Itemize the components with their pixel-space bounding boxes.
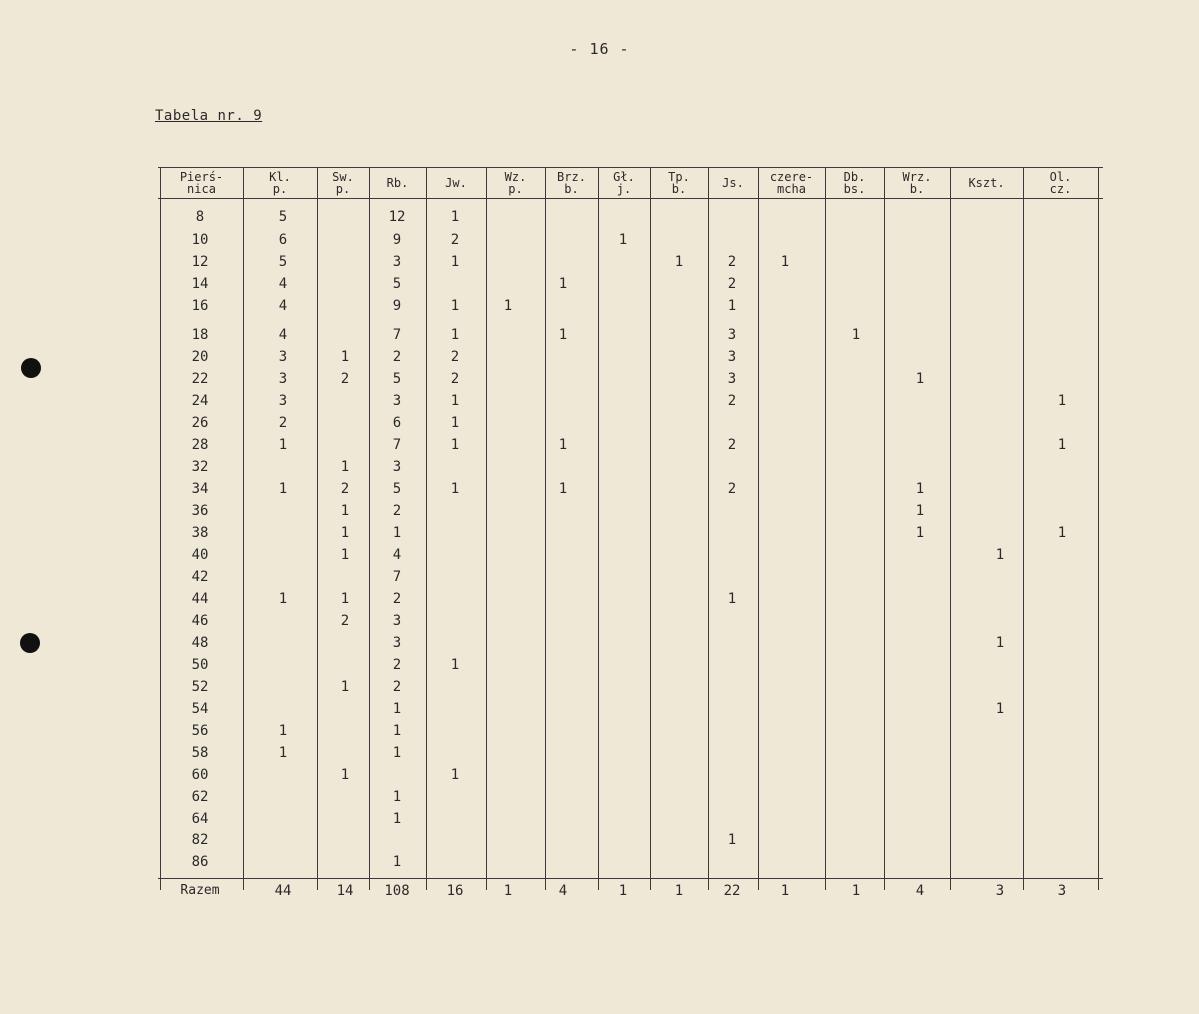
table-cell: 1 <box>851 327 861 343</box>
table-cell: 1 <box>558 437 568 453</box>
row-label: 24 <box>191 393 209 409</box>
table-cell: 2 <box>727 254 737 270</box>
row-label: 42 <box>191 569 209 585</box>
table-cell: 1 <box>392 811 402 827</box>
table-cell: 1 <box>727 591 737 607</box>
table-cell: 4 <box>278 327 288 343</box>
table-cell: 1 <box>392 701 402 717</box>
table-cell: 1 <box>503 298 513 314</box>
punch-hole-bottom <box>20 633 40 653</box>
column-rule <box>650 167 651 890</box>
table-cell: 1 <box>558 276 568 292</box>
table-cell: 3 <box>278 371 288 387</box>
table-cell: 2 <box>450 371 460 387</box>
totals-cell: 1 <box>780 883 790 899</box>
table-cell: 3 <box>727 327 737 343</box>
column-header-line1: Gł. <box>613 170 635 184</box>
table-cell: 2 <box>278 415 288 431</box>
table-cell: 1 <box>340 503 350 519</box>
totals-cell: 16 <box>446 883 464 899</box>
table-cell: 1 <box>450 657 460 673</box>
table-cell: 1 <box>727 298 737 314</box>
table-cell: 9 <box>392 232 402 248</box>
table-cell: 1 <box>340 525 350 541</box>
column-header-line2: cz. <box>1049 182 1072 196</box>
column-header-line2: nica <box>187 182 216 196</box>
column-header <box>826 171 883 195</box>
column-header-line1: Tp. <box>668 170 690 184</box>
totals-cell: 1 <box>618 883 628 899</box>
totals-cell: 14 <box>336 883 354 899</box>
table-cell: 1 <box>392 723 402 739</box>
table-cell: 2 <box>727 393 737 409</box>
column-header-line2: p. <box>335 182 351 196</box>
row-label: 34 <box>191 481 209 497</box>
column-rule <box>160 167 161 890</box>
column-rule <box>486 167 487 890</box>
row-label: 16 <box>191 298 209 314</box>
column-header <box>951 177 1022 189</box>
table-cell: 1 <box>1057 525 1067 541</box>
column-header <box>709 177 757 189</box>
table-title: Tabela nr. 9 <box>155 108 263 124</box>
totals-label: Razem <box>180 883 220 898</box>
table-cell: 1 <box>278 723 288 739</box>
row-label: 52 <box>191 679 209 695</box>
table-cell: 2 <box>727 276 737 292</box>
column-rule <box>1098 167 1099 890</box>
column-header-line2: b. <box>564 182 579 196</box>
table-cell: 1 <box>1057 393 1067 409</box>
totals-cell: 1 <box>503 883 513 899</box>
table-cell: 1 <box>450 767 460 783</box>
row-label: 18 <box>191 327 209 343</box>
table-cell: 2 <box>340 613 350 629</box>
table-cell: 1 <box>727 832 737 848</box>
row-label: 12 <box>191 254 209 270</box>
table-cell: 1 <box>450 209 460 225</box>
table-cell: 1 <box>450 327 460 343</box>
table-cell: 1 <box>278 745 288 761</box>
table-cell: 1 <box>618 232 628 248</box>
row-label: 26 <box>191 415 209 431</box>
table-cell: 5 <box>392 371 402 387</box>
column-header-line2: b. <box>909 182 925 196</box>
row-label: 32 <box>191 459 209 475</box>
table-cell: 2 <box>392 591 402 607</box>
table-cell: 9 <box>392 298 402 314</box>
punch-hole-top <box>21 358 41 378</box>
column-header-line1: Sw. <box>332 170 354 184</box>
table-cell: 5 <box>278 254 288 270</box>
column-rule <box>598 167 599 890</box>
totals-cell: 3 <box>995 883 1005 899</box>
table-cell: 1 <box>558 481 568 497</box>
column-header <box>370 177 425 189</box>
column-header-line1: Js. <box>722 176 744 190</box>
table-cell: 3 <box>727 371 737 387</box>
totals-cell: 108 <box>384 883 410 899</box>
column-header <box>244 171 316 195</box>
column-header-line2: j. <box>616 182 632 196</box>
table-cell: 1 <box>340 591 350 607</box>
row-label: 56 <box>191 723 209 739</box>
column-header-line1: Kl. <box>269 170 291 184</box>
row-label: 58 <box>191 745 209 761</box>
table-cell: 7 <box>392 437 402 453</box>
row-label: 8 <box>195 209 205 225</box>
table-cell: 1 <box>340 349 350 365</box>
table-cell: 5 <box>392 276 402 292</box>
column-header-line2: bs. <box>843 182 866 196</box>
table-cell: 1 <box>340 547 350 563</box>
column-header-line2: p. <box>508 182 523 196</box>
row-label: 44 <box>191 591 209 607</box>
row-label: 40 <box>191 547 209 563</box>
table-cell: 1 <box>392 854 402 870</box>
column-header <box>318 171 368 195</box>
column-rule <box>950 167 951 890</box>
table-cell: 3 <box>278 393 288 409</box>
row-label: 36 <box>191 503 209 519</box>
totals-cell: 4 <box>915 883 925 899</box>
row-label: 60 <box>191 767 209 783</box>
column-header-line1: Brz. <box>557 170 586 184</box>
column-rule <box>884 167 885 890</box>
table-top-rule <box>158 167 1103 168</box>
table-cell: 1 <box>450 254 460 270</box>
table-cell: 1 <box>278 591 288 607</box>
table-cell: 3 <box>392 613 402 629</box>
table-cell: 3 <box>392 635 402 651</box>
table-cell: 7 <box>392 327 402 343</box>
table-cell: 1 <box>915 371 925 387</box>
column-header-line1: Jw. <box>445 176 467 190</box>
column-header <box>546 171 597 195</box>
table-cell: 7 <box>392 569 402 585</box>
column-header-line1: Wz. <box>504 170 527 184</box>
table-cell: 1 <box>995 547 1005 563</box>
table-cell: 1 <box>340 679 350 695</box>
row-label: 54 <box>191 701 209 717</box>
table-cell: 3 <box>392 254 402 270</box>
table-cell: 1 <box>995 635 1005 651</box>
column-header <box>599 171 649 195</box>
table-cell: 1 <box>450 481 460 497</box>
table-cell: 1 <box>392 745 402 761</box>
table-cell: 2 <box>727 481 737 497</box>
table-cell: 1 <box>995 701 1005 717</box>
column-header-line2: mcha <box>777 182 806 196</box>
table-cell: 5 <box>392 481 402 497</box>
totals-cell: 4 <box>558 883 568 899</box>
table-cell: 3 <box>278 349 288 365</box>
header-bottom-rule <box>158 198 1103 199</box>
column-rule <box>825 167 826 890</box>
column-rule <box>243 167 244 890</box>
row-label: 10 <box>191 232 209 248</box>
column-header-line1: Wrz. <box>902 170 932 184</box>
totals-cell: 1 <box>851 883 861 899</box>
column-header-line1: Ol. <box>1049 170 1072 184</box>
row-label: 64 <box>191 811 209 827</box>
table-cell: 2 <box>392 503 402 519</box>
table-cell: 2 <box>450 232 460 248</box>
table-cell: 1 <box>450 437 460 453</box>
column-header-line1: Db. <box>843 170 866 184</box>
column-header-line1: Pierś- <box>179 170 224 184</box>
table-cell: 1 <box>392 525 402 541</box>
table-cell: 1 <box>450 393 460 409</box>
table-cell: 1 <box>558 327 568 343</box>
table-cell: 5 <box>278 209 288 225</box>
column-header-line1: Kszt. <box>968 176 1005 190</box>
table-cell: 4 <box>278 276 288 292</box>
column-header-line2: p. <box>272 182 288 196</box>
column-header <box>487 171 544 195</box>
column-rule <box>1023 167 1024 890</box>
table-cell: 2 <box>392 657 402 673</box>
column-header <box>885 171 949 195</box>
table-cell: 1 <box>450 298 460 314</box>
table-cell: 1 <box>392 789 402 805</box>
row-label: 86 <box>191 854 209 870</box>
totals-cell: 3 <box>1057 883 1067 899</box>
row-label: 38 <box>191 525 209 541</box>
column-header <box>427 177 485 189</box>
row-label: 22 <box>191 371 209 387</box>
table-cell: 2 <box>392 349 402 365</box>
row-label: 14 <box>191 276 209 292</box>
column-header-line1: czere- <box>769 170 814 184</box>
column-header-line2: b. <box>671 182 687 196</box>
totals-cell: 1 <box>674 883 684 899</box>
totals-rule <box>158 878 1103 879</box>
table-cell: 12 <box>388 209 406 225</box>
totals-cell: 22 <box>723 883 741 899</box>
table-cell: 1 <box>915 481 925 497</box>
table-cell: 1 <box>915 503 925 519</box>
row-label: 50 <box>191 657 209 673</box>
table-cell: 4 <box>278 298 288 314</box>
table-cell: 3 <box>727 349 737 365</box>
row-label: 20 <box>191 349 209 365</box>
table-cell: 1 <box>340 767 350 783</box>
table-cell: 1 <box>1057 437 1067 453</box>
totals-cell: 44 <box>274 883 292 899</box>
table-cell: 6 <box>392 415 402 431</box>
row-label: 82 <box>191 832 209 848</box>
column-header <box>759 171 824 195</box>
row-label: 28 <box>191 437 209 453</box>
column-header <box>651 171 707 195</box>
table-cell: 2 <box>340 481 350 497</box>
table-cell: 1 <box>915 525 925 541</box>
row-label: 48 <box>191 635 209 651</box>
table-cell: 3 <box>392 393 402 409</box>
page-number: - 16 - <box>569 40 630 58</box>
table-cell: 1 <box>278 481 288 497</box>
column-header <box>161 171 242 195</box>
column-header-line1: Rb. <box>386 176 409 190</box>
row-label: 46 <box>191 613 209 629</box>
table-cell: 3 <box>392 459 402 475</box>
column-header <box>1024 171 1097 195</box>
table-cell: 1 <box>450 415 460 431</box>
table-cell: 2 <box>727 437 737 453</box>
table-cell: 2 <box>450 349 460 365</box>
table-cell: 1 <box>674 254 684 270</box>
table-cell: 1 <box>278 437 288 453</box>
table-cell: 4 <box>392 547 402 563</box>
table-cell: 6 <box>278 232 288 248</box>
table-cell: 1 <box>340 459 350 475</box>
row-label: 62 <box>191 789 209 805</box>
table-cell: 2 <box>392 679 402 695</box>
table-cell: 2 <box>340 371 350 387</box>
table-cell: 1 <box>780 254 790 270</box>
